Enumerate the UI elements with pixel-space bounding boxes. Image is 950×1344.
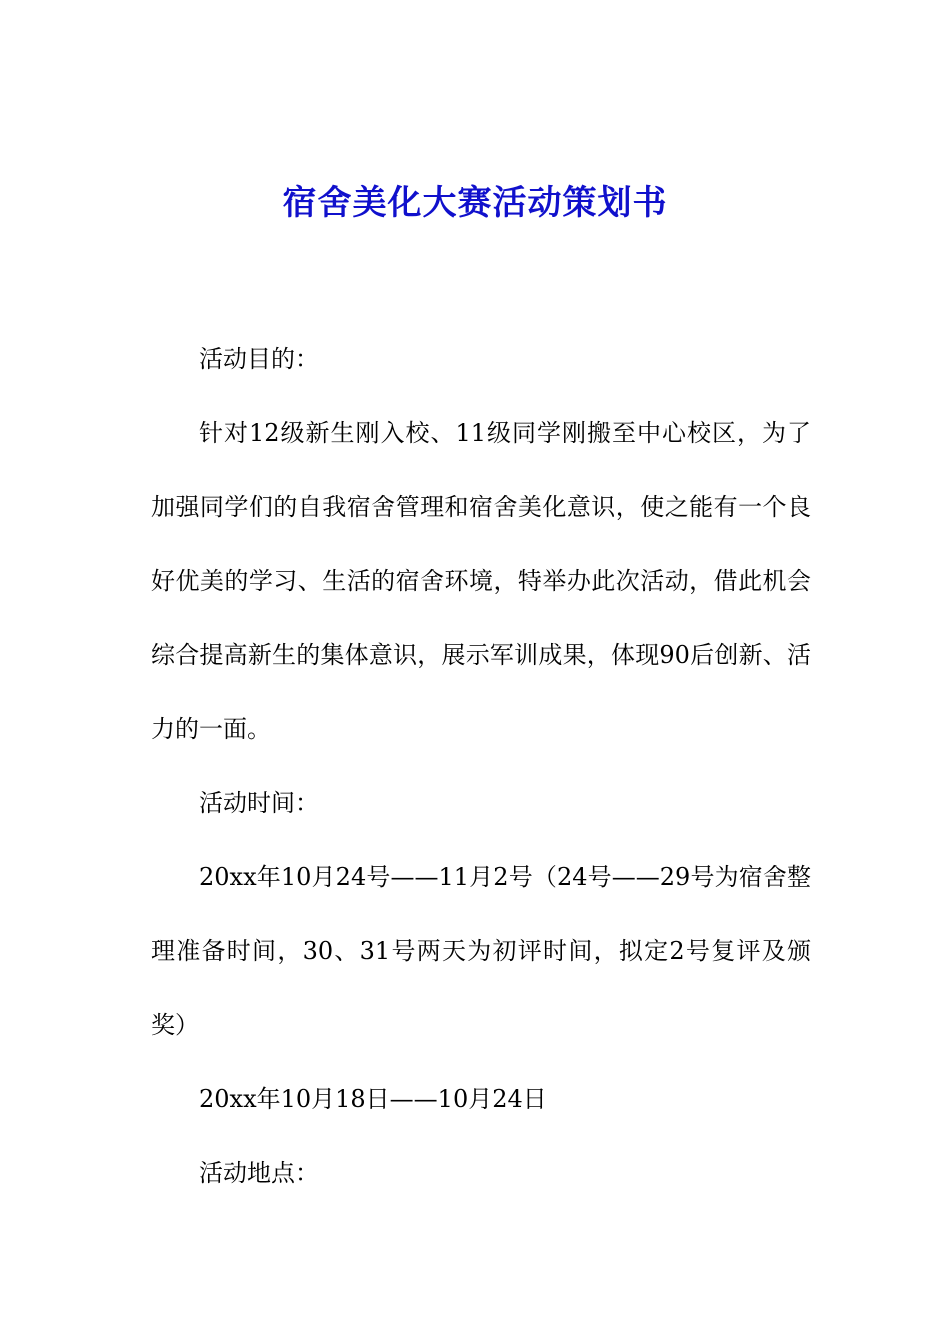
heading-time: 活动时间： [199,789,319,817]
document-body [151,322,811,1210]
heading-purpose: 活动目的： [199,345,319,373]
document-title: 宿舍美化大赛活动策划书 [282,183,668,223]
paragraph-purpose: 针对12级新生刚入校、11级同学刚搬至中心校区，为了加强同学们的自我宿舍管理和宿舍美化意识，使之能有一个良好优美的学习、生活的宿舍环境，特举办此次活动，借此机会综合提高新生的集体意识，展示军训成果，体现90后创新、活力的一面。 [151,419,811,743]
paragraph-time-range: 20xx年10月24号——11月2号（24号——29号为宿舍整理准备时间，30、31号两天为初评时间，拟定2号复评及颁奖） [151,863,811,1039]
heading-location: 活动地点： [199,1159,319,1187]
paragraph-time-prep: 20xx年10月18日——10月24日 [199,1085,547,1113]
